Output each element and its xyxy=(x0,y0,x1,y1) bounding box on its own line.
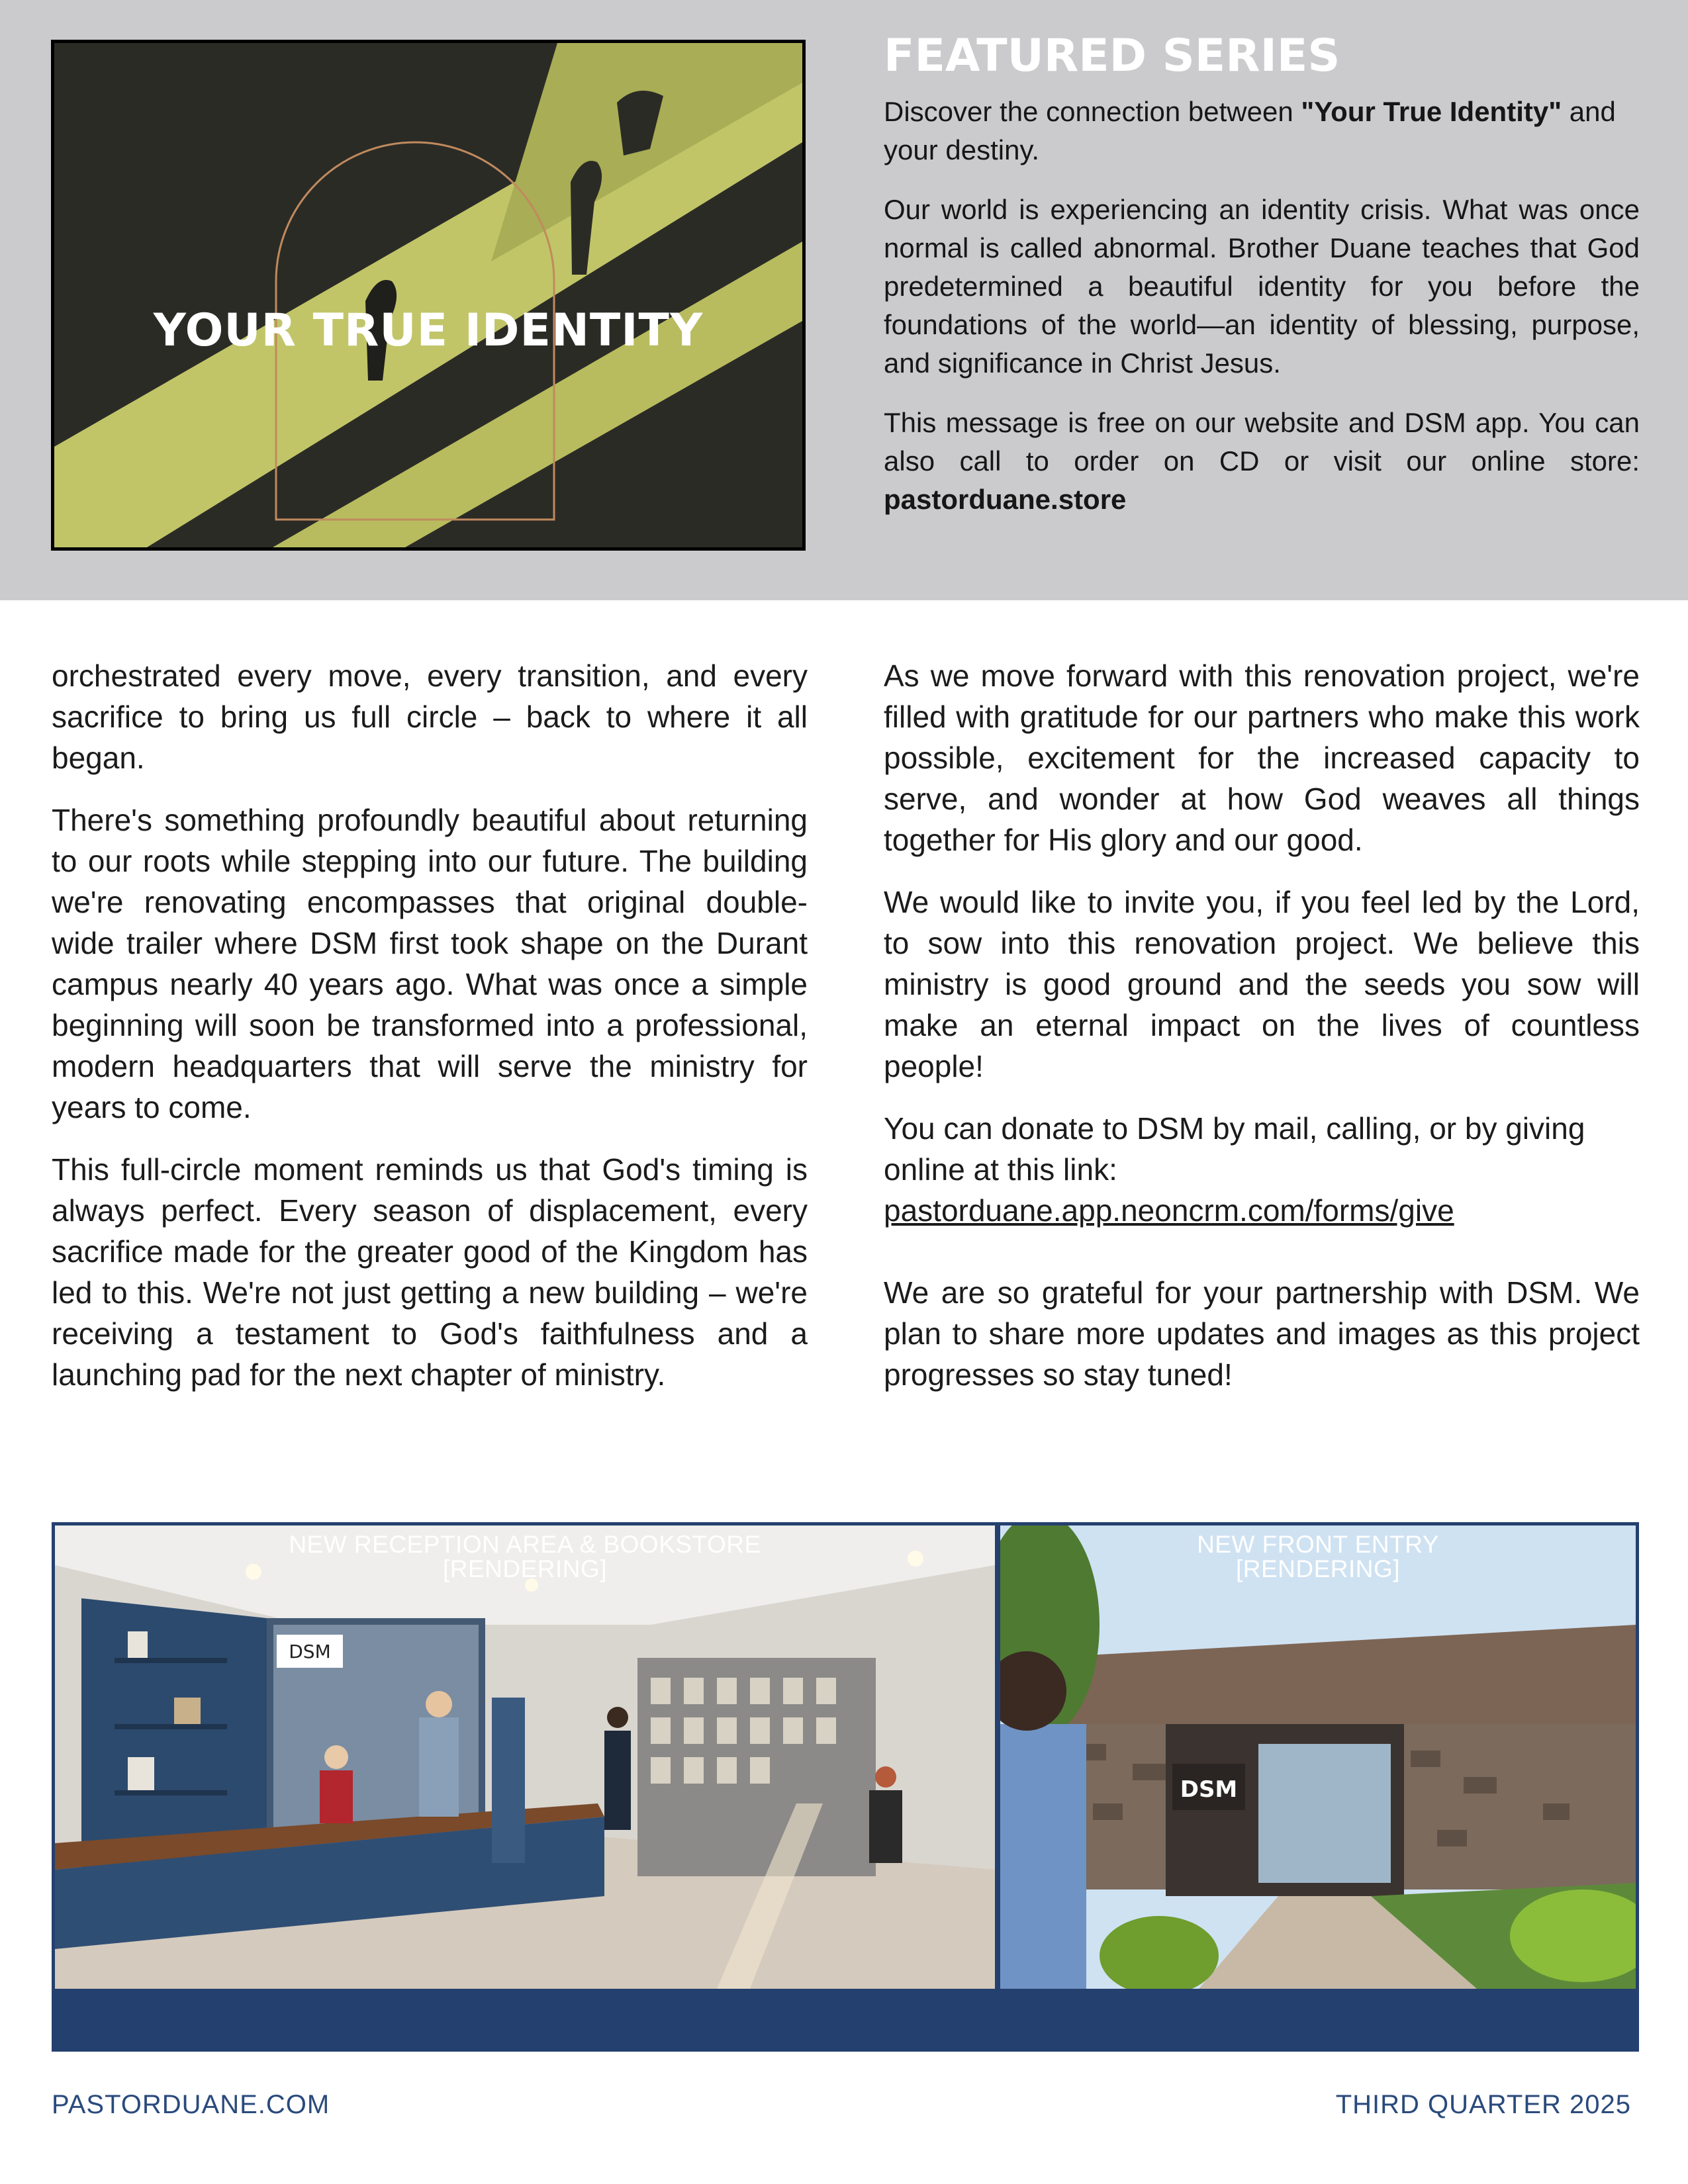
intro-text-start: Discover the connection between xyxy=(884,96,1301,127)
article-paragraph: We would like to invite you, if you feel led by the Lord, to sow into this renovation project. We believe this ministry is good ground and the seeds you sow will make an eternal impact on the lives of countless people! xyxy=(884,885,1640,1083)
featured-availability xyxy=(884,404,1640,519)
featured-series-section xyxy=(0,0,1688,600)
availability-text: This message is free on our website and DSM app. You can also call to order on CD or visit our online store: xyxy=(884,407,1640,477)
donate-paragraph xyxy=(884,1108,1640,1231)
series-art-title: YOUR TRUE IDENTITY xyxy=(153,304,704,357)
renderings-panel xyxy=(52,1522,1639,2052)
article-paragraph: This full-circle moment reminds us that God's timing is always perfect. Every season of displacement, every sacrifice made for the greater good of the Kingdom has led to this. We're not just getting a new building – we're receiving a testament to God's faithfulness and a launching pad for the next chapter of ministry. xyxy=(52,1152,808,1392)
featured-heading: FEATURED SERIES xyxy=(884,30,1340,82)
front-entry-rendering-graphic xyxy=(1000,1525,1636,1989)
series-artwork xyxy=(51,40,806,551)
spacer xyxy=(884,1252,1640,1272)
footer-website[interactable]: PASTORDUANE.COM xyxy=(52,2090,330,2119)
front-entry-rendering-image xyxy=(1000,1525,1636,1989)
donate-link[interactable]: pastorduane.app.neoncrm.com/forms/give xyxy=(884,1193,1454,1228)
reception-caption xyxy=(55,1532,995,1581)
entry-caption-title: NEW FRONT ENTRY xyxy=(1197,1531,1439,1558)
intro-series-title: "Your True Identity" xyxy=(1301,96,1562,127)
article-paragraph: As we move forward with this renovation project, we're filled with gratitude for our partners who make this work possible, excitement for the increased capacity to serve, and wonder at how God weaves all things together for His glory and our good. xyxy=(884,659,1640,857)
entry-caption xyxy=(1000,1532,1636,1581)
reception-rendering-graphic xyxy=(55,1525,995,1989)
featured-body: Our world is experiencing an identity crisis. What was once normal is called abnormal. Brother Duane teaches that God predetermined a beautiful identity for you before the foundations of the world—an identity of blessing, purpose, and significance in Christ Jesus. xyxy=(884,194,1640,379)
reception-caption-note: [RENDERING] xyxy=(442,1555,608,1582)
reception-rendering-image xyxy=(55,1525,995,1989)
series-artwork-graphic xyxy=(54,43,802,547)
article-right-column xyxy=(884,655,1640,1416)
donate-text: You can donate to DSM by mail, calling, or by giving online at this link: xyxy=(884,1111,1585,1187)
article-left-column xyxy=(52,655,808,1416)
featured-description xyxy=(884,26,1640,540)
entry-caption-note: [RENDERING] xyxy=(1235,1555,1401,1582)
footer-issue: THIRD QUARTER 2025 xyxy=(1335,2090,1631,2119)
entry-sign-text: DSM xyxy=(1180,1776,1238,1803)
intro-text-end: and your destiny. xyxy=(884,96,1616,165)
store-link[interactable]: pastorduane.store xyxy=(884,484,1127,515)
reception-sign-text: DSM xyxy=(289,1641,331,1662)
article-paragraph: There's something profoundly beautiful about returning to our roots while stepping into our future. The building we're renovating encompasses that original double-wide trailer where DSM first took shape on the Durant campus nearly 40 years ago. What was once a simple beginning will soon be transformed into a professional, modern headquarters that will serve the ministry for years to come. xyxy=(52,803,808,1124)
featured-intro xyxy=(884,93,1640,169)
caption-bar xyxy=(55,1989,1636,2048)
closing-paragraph: We are so grateful for your partnership with DSM. We plan to share more updates and images as this project progresses so stay tuned! xyxy=(884,1275,1640,1392)
article-paragraph: orchestrated every move, every transition, and every sacrifice to bring us full circle – back to where it all began. xyxy=(52,659,808,775)
reception-caption-title: NEW RECEPTION AREA & BOOKSTORE xyxy=(289,1531,761,1558)
